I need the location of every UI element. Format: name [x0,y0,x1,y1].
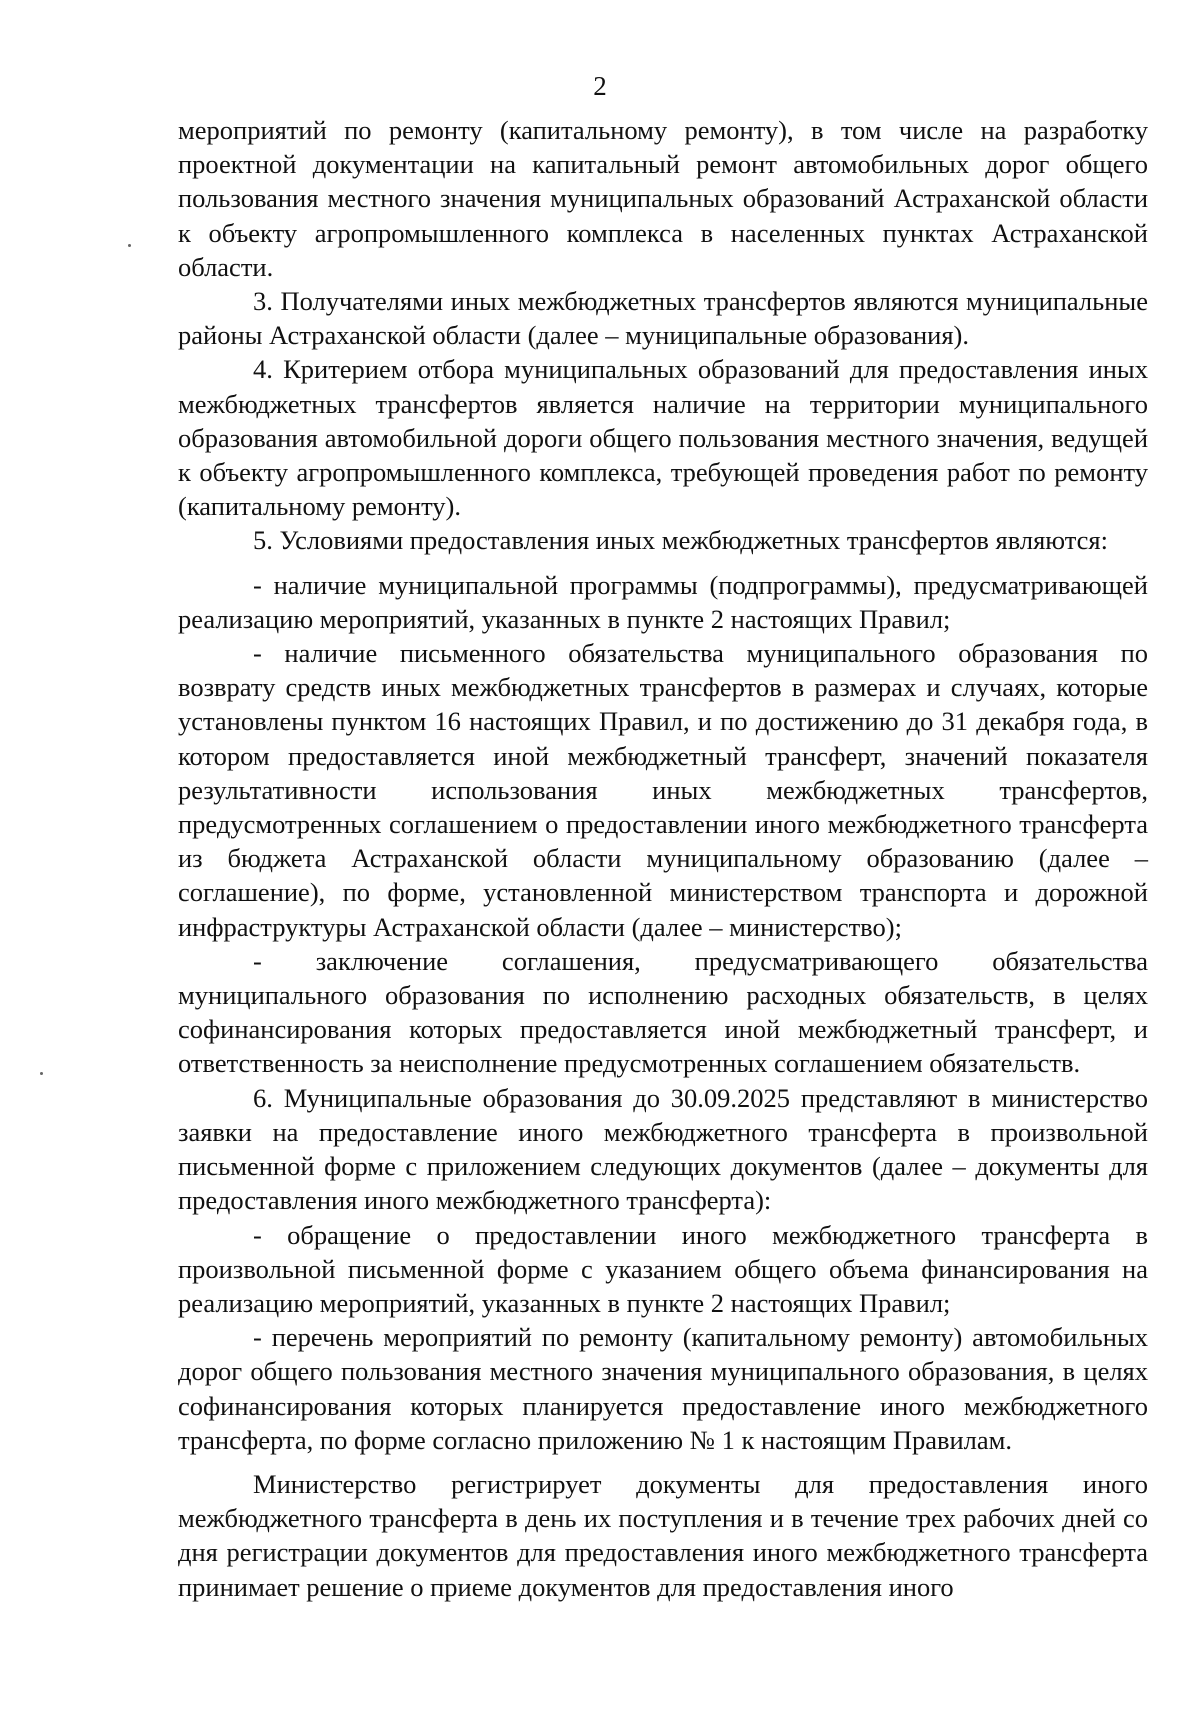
page-number: 2 [593,71,607,101]
list-item-agreement: - заключение соглашения, предусматривающего обязательства муниципального образования по исполнению расходных обязательств, в целях софинансирования которых предоставляется иной межбюджетный трансферт, и ответственность за неисполнение предусмотренных соглашением обязательств. [178,945,1148,1079]
paragraph-item-6: 6. Муниципальные образования до 30.09.2025 представляют в министерство заявки на предоставление иного межбюджетного трансферта в произвольной письменной форме с приложением следующих документов (далее – документы для предоставления иного межбюджетного трансферта): [178,1082,1148,1216]
scan-speck-mark [40,1072,43,1075]
paragraph-continuation: мероприятий по ремонту (капитальному ремонту), в том числе на разработку проектной документации на капитальный ремонт автомобильных дорог общего пользования местного значения муниципальных образований Астраханской области к объекту агропромышленного комплекса в населенных пунктах Астраханской области. [178,115,1148,282]
list-item-request: - обращение о предоставлении иного межбюджетного трансферта в произвольной письменной форме с указанием общего объема финансирования на реализацию мероприятий, указанных в пункте 2 настоящих Правил; [178,1219,1148,1318]
list-item-program: - наличие муниципальной программы (подпрограммы), предусматривающей реализацию мероприятий, указанных в пункте 2 настоящих Правил; [178,569,1148,634]
scan-speck-mark [128,244,131,247]
paragraph-item-5: 5. Условиями предоставления иных межбюджетных трансфертов являются: [253,525,1108,556]
list-item-obligation: - наличие письменного обязательства муниципального образования по возврату средств иных межбюджетных трансфертов в размерах и случаях, которые установлены пунктом 16 настоящих Правил, и по достижению до 31 декабря года, в котором предоставляется иной межбюджетный трансферт, значений показателя результативности использования иных межбюджетных трансфертов, предусмотренных соглашением о предоставлении иного межбюджетного трансферта из бюджета Астраханской области муниципальному образованию (далее – соглашение), по форме, установленной министерством транспорта и дорожной инфраструктуры Астраханской области (далее – министерство); [178,638,1148,942]
paragraph-item-4: 4. Критерием отбора муниципальных образований для предоставления иных межбюджетных трансфертов является наличие на территории муниципального образования автомобильной дороги общего пользования местного значения, ведущей к объекту агропромышленного комплекса, требующей проведения работ по ремонту (капитальному ремонту). [178,354,1148,522]
list-item-list-of-measures: - перечень мероприятий по ремонту (капитальному ремонту) автомобильных дорог общего пользования местного значения муниципального образования, в целях софинансирования которых планируется предоставление иного межбюджетного трансферта, по форме согласно приложению № 1 к настоящим Правилам. [178,1322,1148,1455]
paragraph-item-3: 3. Получателями иных межбюджетных трансфертов являются муниципальные районы Астраханской области (далее – муниципальные образования). [178,286,1148,351]
document-body [178,113,1148,1604]
paragraph-registration: Министерство регистрирует документы для предоставления иного межбюджетного трансферта в день их поступления и в течение трех рабочих дней со дня регистрации документов для предоставления иного межбюджетного трансферта принимает решение о приеме документов для предоставления иного [178,1468,1148,1602]
